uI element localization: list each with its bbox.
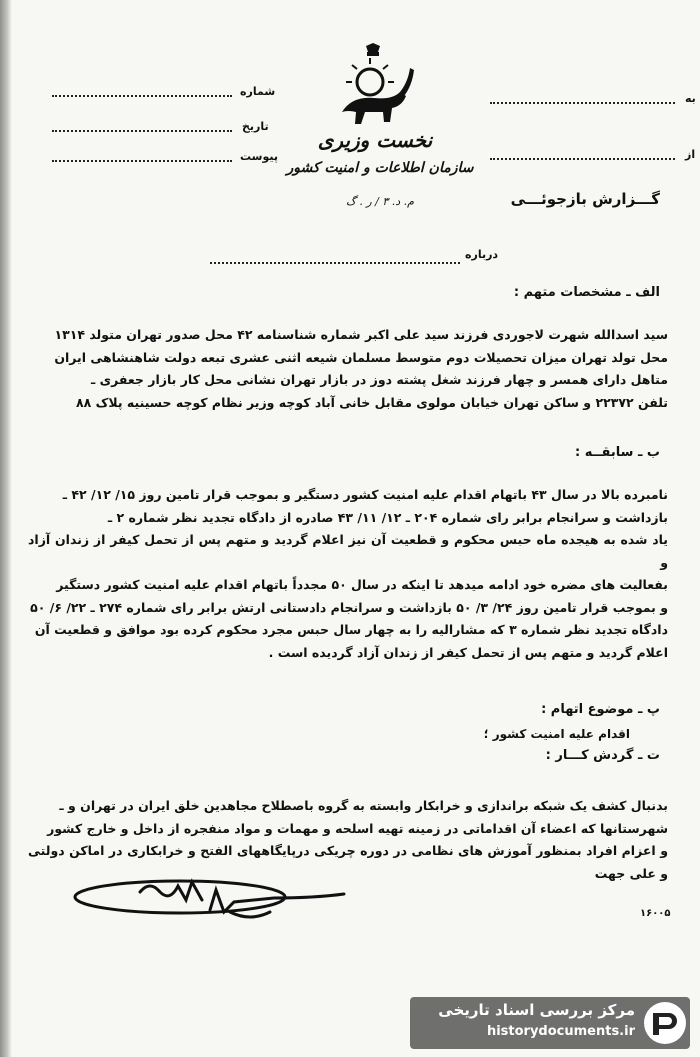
date-line	[52, 130, 232, 132]
archive-logo-icon	[643, 1001, 687, 1045]
org-title: نخست وزیری	[317, 128, 433, 152]
report-title: گـــزارش بازجوئـــی	[510, 190, 660, 208]
to-label: به	[685, 92, 696, 105]
section-b-line: بازداشت و سرانجام برابر رای شماره ۲۰۴ ـ ۱۲/ ۱۱/ ۴۳ صادره از دادگاه تجدید نظر شماره ۲ ـ	[107, 509, 668, 525]
section-c-heading: پ ـ موضوع اتهام :	[541, 702, 660, 717]
handwritten-signature	[60, 862, 380, 937]
number-label: شماره	[240, 85, 276, 98]
from-label: از	[685, 148, 696, 161]
date-label: تاریخ	[242, 120, 269, 133]
section-b-line: اعلام گردید و متهم پس از تحمل کیفر از زندان آزاد گردیده است .	[268, 644, 668, 660]
watermark	[410, 995, 695, 1055]
org-department-code: م. د. ۳ / ر . گ	[346, 195, 414, 208]
watermark-url: historydocuments.ir	[486, 1024, 635, 1039]
section-a-line: متاهل دارای همسر و چهار فرزند شغل پشته دوز در بازار تهران نشانی محل کار بازار جعفری ـ	[91, 372, 668, 387]
watermark-title: مرکز بررسی اسناد تاریخی	[438, 1001, 635, 1019]
section-b-line: و بموجب قرار تامین روز ۲۴/ ۳/ ۵۰ بازداشت و سرانجام دادستانی ارتش برابر رای شماره ۲۷۴ ـ ۲۲/ ۶/ ۵۰	[30, 599, 668, 615]
re-label: درباره	[465, 248, 499, 261]
section-b-heading: ب ـ سابقــه :	[575, 445, 660, 460]
number-line	[52, 95, 232, 97]
section-b-line: یاد شده به هیجده ماه حبس محکوم و قطعیت آن نیز اعلام گردید و متهم پس از تحمل کیفر از زندان آزاد و	[28, 532, 668, 570]
section-a-line: تلفن ۲۲۳۷۲ و ساکن تهران خیابان مولوی مقابل خانی آباد کوچه وزیر نظام کوچه حسینیه پلاک ۸۸	[75, 394, 668, 410]
section-b-line: بفعالیت های مضره خود ادامه میدهد تا اینکه در سال ۵۰ مجدداً باتهام اقدام علیه امنیت کشور دستگیر	[56, 577, 668, 592]
attachment-line	[52, 160, 232, 162]
attachment-label: پیوست	[240, 150, 278, 163]
section-a-line: محل تولد تهران میزان تحصیلات دوم متوسط مسلمان شیعه اثنی عشری تبعه دولت شاهنشاهی ایران	[54, 349, 668, 365]
section-d-heading: ت ـ گردش کـــار :	[545, 748, 660, 763]
section-a-line: سید اسدالله شهرت لاجوردی فرزند سید علی اکبر شماره شناسنامه ۴۲ محل صدور تهران متولد ۱۳۱۴	[54, 327, 668, 342]
org-subtitle: سازمان اطلاعات و امنیت کشور	[286, 160, 474, 176]
section-d-line: شهرستانها که اعضاء آن اقداماتی در زمینه تهیه اسلحه و مهمات و مواد منفجره از داخل و خارج کشور	[47, 820, 668, 836]
charge-text: اقدام علیه امنیت کشور ؛	[483, 727, 630, 741]
section-d-line: و اعزام افراد بمنظور آموزش های نظامی در دوره چریکی درپایگاههای الفتح و خرابکاری در اماکن دولتی و علی جهت	[28, 843, 668, 881]
section-b-body	[28, 484, 668, 664]
section-a-body	[28, 324, 668, 414]
to-line	[490, 102, 675, 104]
section-b-line: نامبرده بالا در سال ۴۳ باتهام اقدام علیه امنیت کشور دستگیر و بموجب قرار تامین روز ۱۵/ ۱۲/ ۴۲ ـ	[62, 487, 668, 502]
re-line	[210, 262, 460, 264]
section-d-line: بدنبال کشف یک شبکه براندازی و خرابکار وابسته به گروه باصطلاح مجاهدین خلق ایران در تهران و ـ	[59, 798, 668, 813]
document-number: ۱۶۰۰۵	[640, 908, 671, 919]
section-a-heading: الف ـ مشخصات متهم :	[513, 285, 660, 300]
from-line	[490, 158, 675, 160]
lion-and-sun-emblem-icon	[328, 42, 418, 132]
section-b-line: دادگاه تجدید نظر شماره ۳ که مشارالیه را به چهار سال حبس مجرد محکوم کرده بود موافق و قطعیت آن	[34, 622, 668, 637]
